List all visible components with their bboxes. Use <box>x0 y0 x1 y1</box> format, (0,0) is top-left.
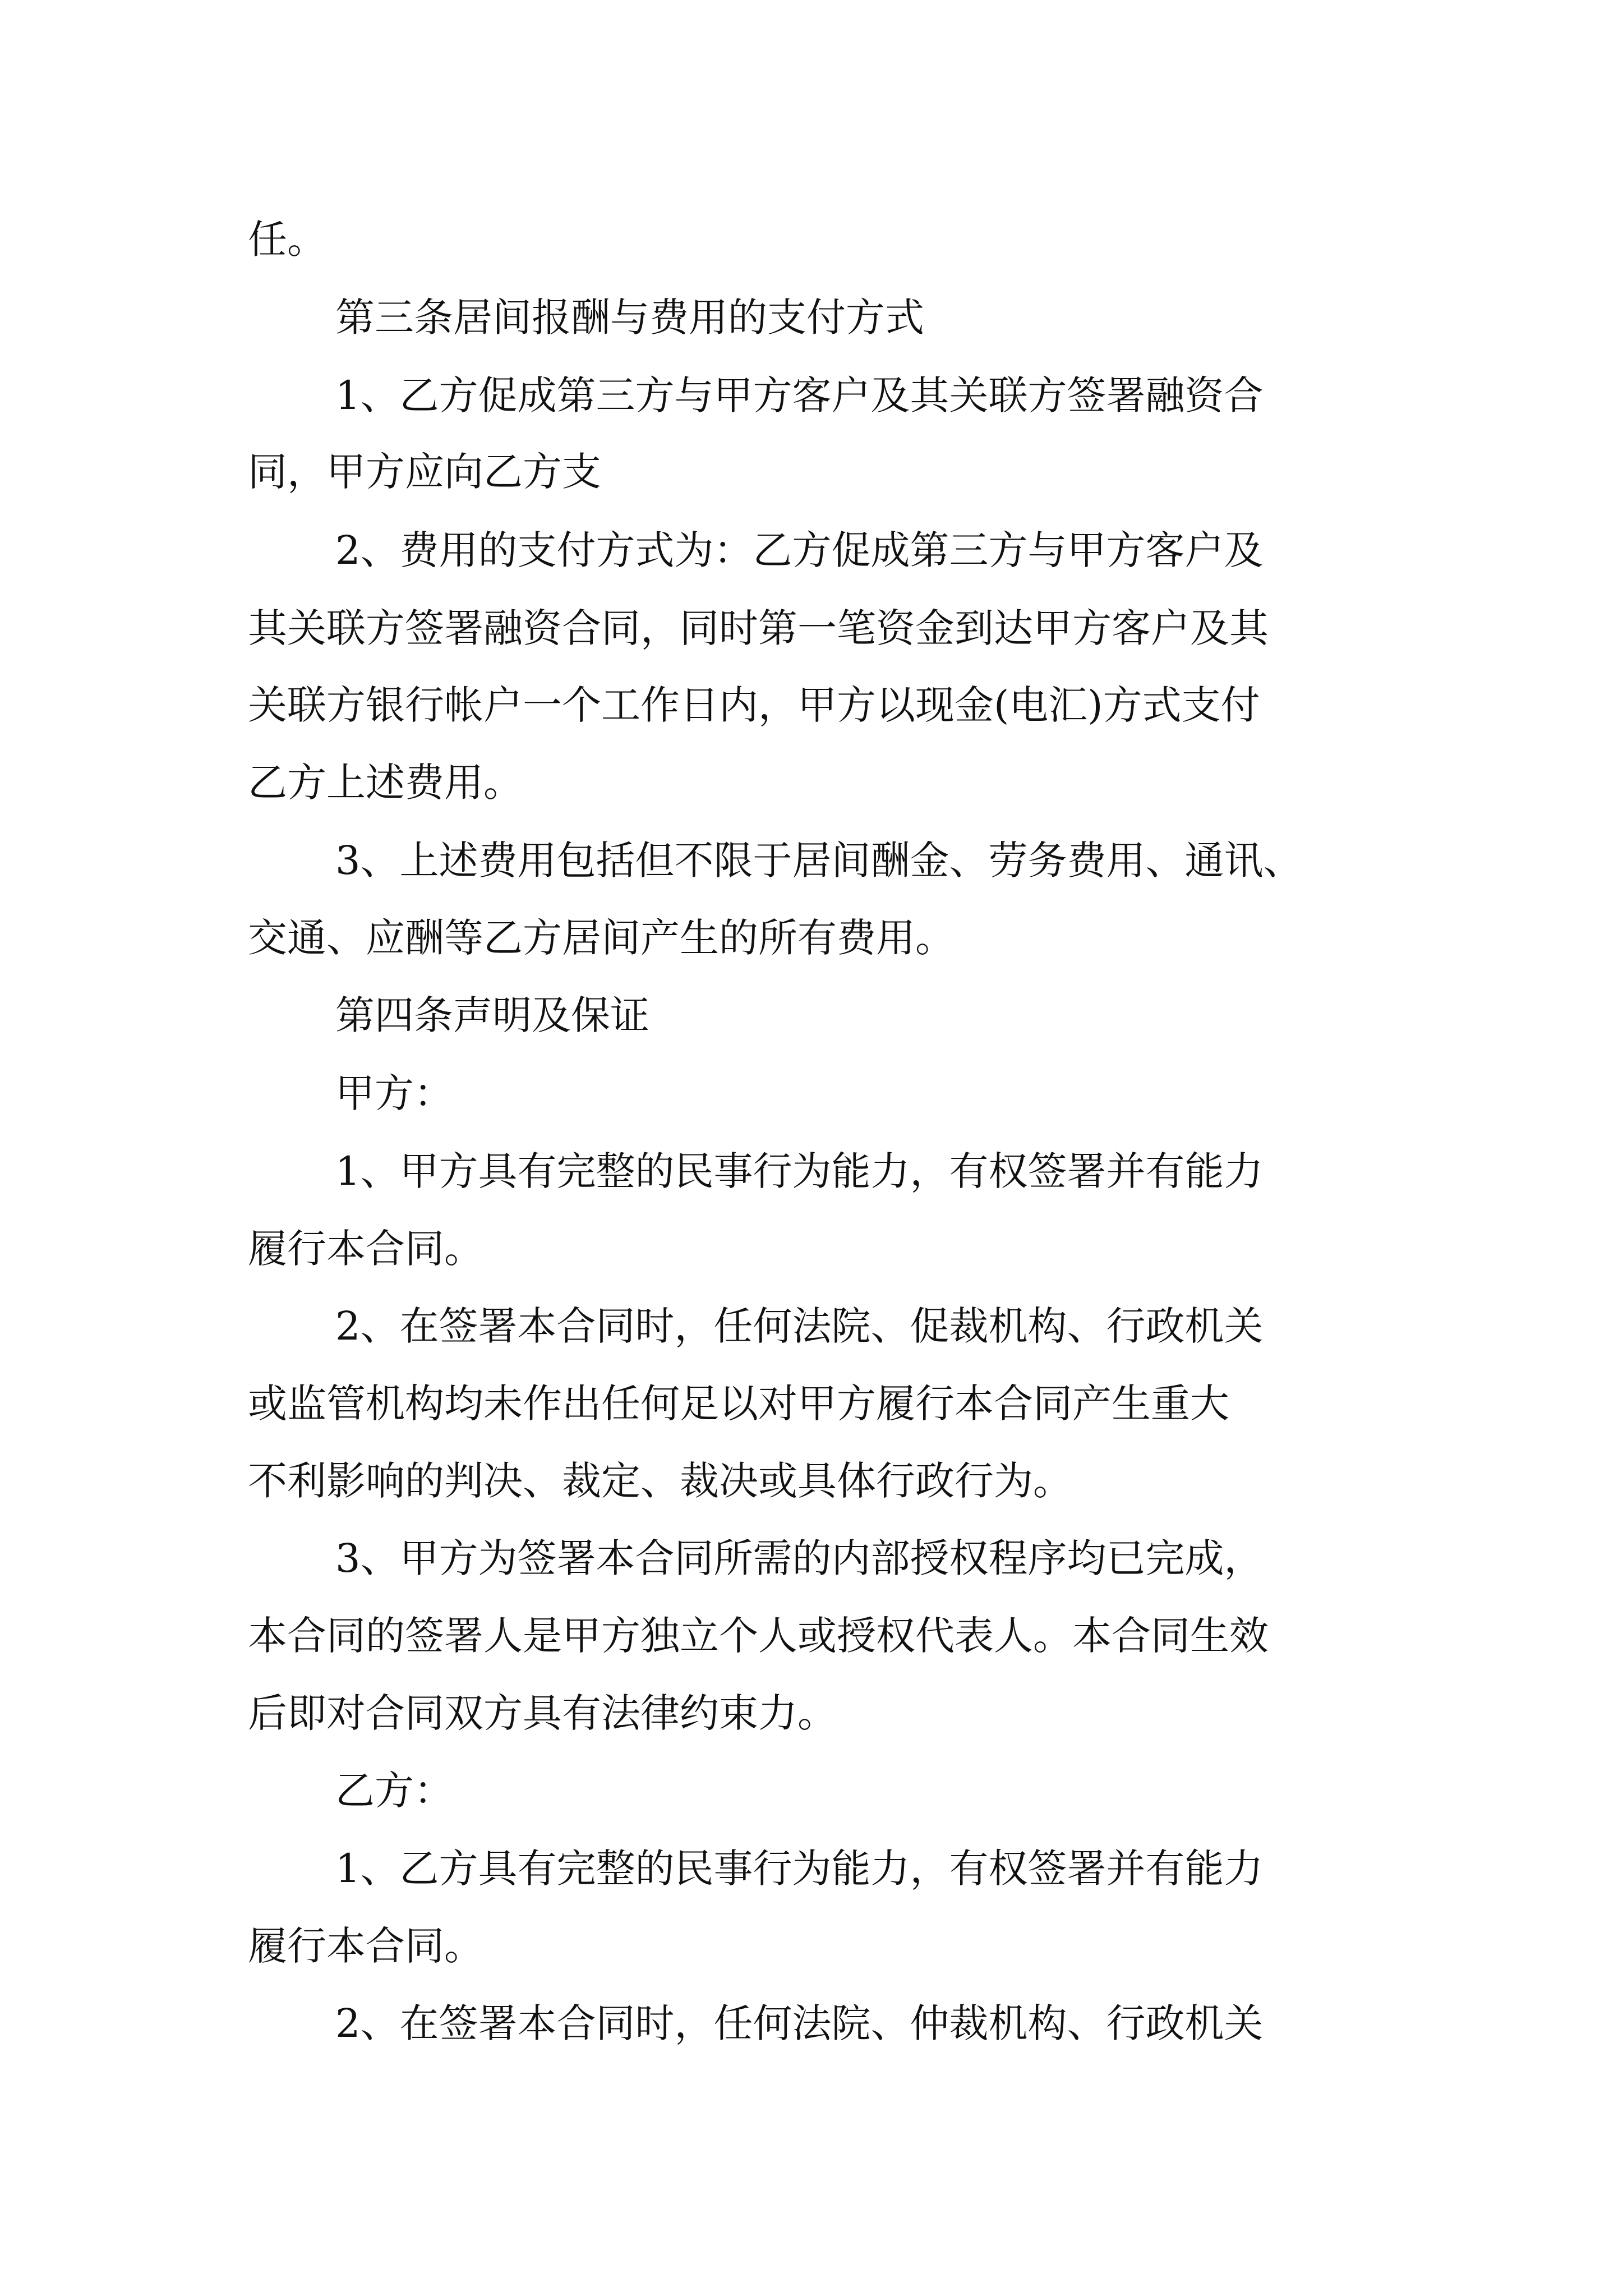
text-line: 乙方上述费用。 <box>248 760 523 806</box>
text-line: 同，甲方应向乙方支 <box>248 449 601 495</box>
text-line: 甲方： <box>335 1070 453 1116</box>
text-line: 任。 <box>248 217 326 263</box>
text-line: 2、在签署本合同时，任何法院、仲裁机构、行政机关 <box>335 2000 1264 2046</box>
text-line: 2、在签署本合同时，任何法院、促裁机构、行政机关 <box>335 1303 1264 1349</box>
section-heading: 第四条声明及保证 <box>335 992 649 1038</box>
text-line: 3、甲方为签署本合同所需的内部授权程序均已完成， <box>335 1535 1264 1581</box>
section-heading: 第三条居间报酬与费用的支付方式 <box>335 295 924 341</box>
text-line: 其关联方签署融资合同，同时第一笔资金到达甲方客户及其 <box>248 605 1269 651</box>
text-line: 本合同的签署人是甲方独立个人或授权代表人。本合同生效 <box>248 1613 1269 1659</box>
text-line: 不利影响的判决、裁定、裁决或具体行政行为。 <box>248 1458 1072 1504</box>
text-line: 履行本合同。 <box>248 1923 483 1969</box>
text-line: 后即对合同双方具有法律约束力。 <box>248 1690 837 1736</box>
text-line: 履行本合同。 <box>248 1226 483 1272</box>
text-line: 1、甲方具有完整的民事行为能力，有权签署并有能力 <box>335 1148 1264 1194</box>
text-line: 乙方： <box>335 1768 453 1814</box>
text-line: 交通、应酬等乙方居间产生的所有费用。 <box>248 915 955 961</box>
text-line: 3、上述费用包括但不限于居间酬金、劳务费用、通讯、 <box>335 838 1303 884</box>
text-line: 或监管机构均未作出任何足以对甲方履行本合同产生重大 <box>248 1381 1229 1427</box>
text-line: 关联方银行帐户一个工作日内，甲方以现金(电汇)方式支付 <box>248 682 1260 728</box>
text-line: 2、费用的支付方式为：乙方促成第三方与甲方客户及 <box>335 527 1264 573</box>
text-line: 1、乙方促成第三方与甲方客户及其关联方签署融资合 <box>335 372 1264 418</box>
text-line: 1、乙方具有完整的民事行为能力，有权签署并有能力 <box>335 1846 1264 1892</box>
